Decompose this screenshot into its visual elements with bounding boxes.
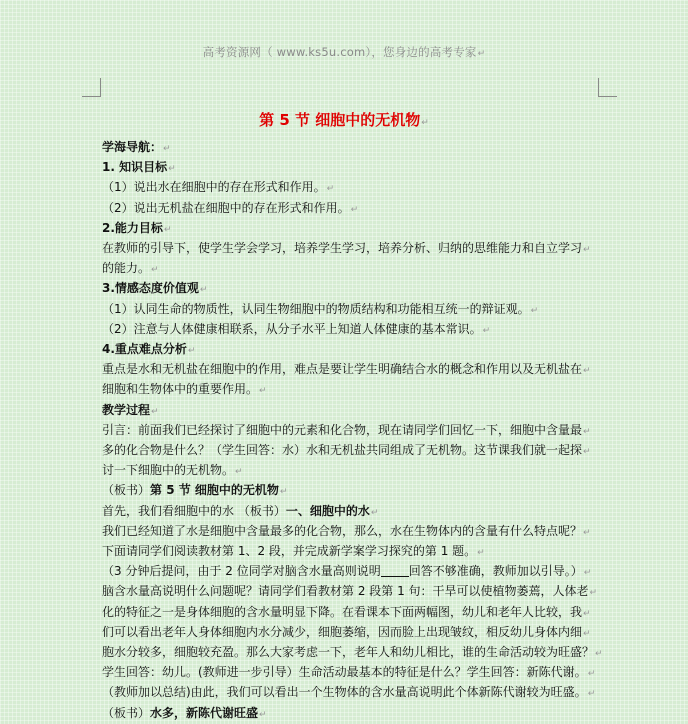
paragraph-mark-icon: ↵ bbox=[583, 245, 591, 256]
text-segment: 化的特征之一是身体细胞的含水量明显下降。在看课本下面两幅图，幼儿和老年人比较，我 bbox=[102, 604, 583, 619]
text-segment: 回答不够准确，教师加以引导。） bbox=[408, 564, 583, 579]
text-segment: 我们已经知道了水是细胞中含量最多的化合物，那么，水在生物体内的含量有什么特点呢？ bbox=[102, 523, 583, 538]
text-segment: （2）注意与人体健康相联系，从分子水平上知道人体健康的基本常识。 bbox=[102, 321, 482, 336]
text-segment: （1）认同生命的物质性，认同生物细胞中的物质结构和功能相互统一的辩证观。 bbox=[102, 301, 530, 316]
page-header bbox=[0, 44, 688, 60]
paragraph-mark-icon: ↵ bbox=[151, 406, 159, 417]
text-segment: 细胞和生物体中的重要作用。 bbox=[102, 382, 259, 397]
text-line bbox=[102, 300, 608, 320]
text-segment: 首先，我们看细胞中的水 （板书） bbox=[102, 503, 286, 518]
text-segment: （板书） bbox=[102, 483, 151, 498]
text-segment: 3.情感态度价值观 bbox=[102, 281, 199, 296]
paragraph-mark-icon: ↵ bbox=[235, 467, 243, 478]
paragraph-mark-icon: ↵ bbox=[163, 144, 171, 154]
paragraph-mark-icon: ↵ bbox=[595, 649, 603, 660]
paragraph-mark-icon: ↵ bbox=[151, 265, 159, 276]
text-segment: 重点是水和无机盐在细胞中的作用，难点是要让学生明确结合水的概念和作用以及无机盐在 bbox=[102, 362, 583, 377]
text-line bbox=[102, 219, 608, 239]
text-line bbox=[102, 178, 608, 198]
text-line bbox=[102, 340, 608, 360]
paragraph-mark-icon: ↵ bbox=[589, 588, 598, 599]
paragraph-mark-icon: ↵ bbox=[477, 49, 486, 59]
margin-corner-right bbox=[598, 78, 617, 97]
title-text: 第 5 节 细胞中的无机物 bbox=[259, 111, 421, 129]
paragraph-mark-icon: ↵ bbox=[168, 164, 176, 175]
text-line bbox=[102, 421, 608, 441]
text-segment: （3 分钟后提问，由于 2 位同学对脑含水量高则说明 bbox=[102, 564, 381, 579]
paragraph-mark-icon: ↵ bbox=[583, 447, 591, 458]
text-line bbox=[102, 522, 608, 542]
text-line bbox=[102, 360, 608, 380]
text-segment: 下面请同学们阅读教材第 1、2 段，并完成新学案学习探究的第 1 题。 bbox=[102, 544, 477, 559]
paragraph-mark-icon: ↵ bbox=[370, 507, 379, 518]
text-segment: （1）说出水在细胞中的存在形式和作用。 bbox=[102, 180, 326, 195]
document-body bbox=[102, 138, 608, 724]
text-segment: 在教师的引导下，使学生学会学习，培养学生学习，培养分析、归纳的思维能力和自立学习 bbox=[102, 241, 583, 256]
text-line bbox=[102, 704, 608, 724]
text-line bbox=[102, 502, 608, 522]
text-segment: 4.重点难点分析 bbox=[102, 342, 187, 357]
text-line bbox=[102, 643, 608, 663]
text-line bbox=[102, 138, 608, 158]
text-line bbox=[102, 199, 608, 219]
text-segment: （板书） bbox=[102, 705, 151, 720]
text-segment: 的能力。 bbox=[102, 261, 151, 276]
paragraph-mark-icon: ↵ bbox=[279, 487, 288, 498]
text-segment: 们可以看出老年人身体细胞内水分减少，细胞萎缩，因而脸上出现皱纹，相反幼儿身体内细 bbox=[102, 624, 583, 639]
text-line bbox=[102, 441, 608, 461]
text-line bbox=[102, 683, 608, 703]
text-line bbox=[102, 663, 608, 683]
paragraph-mark-icon: ↵ bbox=[587, 689, 596, 700]
text-line bbox=[102, 582, 608, 602]
text-segment: 第 5 节 细胞中的无机物 bbox=[150, 483, 279, 498]
text-line bbox=[102, 401, 608, 421]
text-line bbox=[102, 562, 608, 582]
paragraph-mark-icon: ↵ bbox=[477, 548, 485, 559]
text-segment: 教学过程 bbox=[102, 402, 151, 417]
paragraph-mark-icon: ↵ bbox=[583, 366, 591, 377]
text-line bbox=[102, 320, 608, 340]
text-line bbox=[102, 158, 608, 178]
paragraph-mark-icon: ↵ bbox=[163, 224, 172, 235]
text-segment: （2）说出无机盐在细胞中的存在形式和作用。 bbox=[102, 200, 350, 215]
paragraph-mark-icon: ↵ bbox=[259, 386, 267, 397]
paragraph-mark-icon: ↵ bbox=[587, 669, 596, 680]
paragraph-mark-icon: ↵ bbox=[326, 184, 335, 195]
text-segment: 脑含水量高说明什么问题呢？请同学们看教材第 2 段第 1 句：干旱可以使植物萎蔫，人体老 bbox=[102, 584, 589, 599]
paragraph-mark-icon: ↵ bbox=[259, 709, 267, 720]
text-segment: 学生回答：幼儿。(教师进一步引导）生命活动最基本的特征是什么？学生回答：新陈代谢。 bbox=[102, 665, 587, 680]
text-segment: 1. 知识目标 bbox=[102, 160, 168, 175]
text-segment: 讨一下细胞中的无机物。 bbox=[102, 463, 235, 478]
text-segment: 胞水分较多，细胞较充盈。那么大家考虑一下，老年人和幼儿相比，谁的生命活动较为旺盛？ bbox=[102, 645, 595, 660]
text-segment: 2.能力目标 bbox=[102, 220, 163, 235]
paragraph-mark-icon: ↵ bbox=[530, 305, 539, 316]
text-line bbox=[102, 279, 608, 299]
paragraph-mark-icon: ↵ bbox=[350, 204, 359, 215]
text-line bbox=[102, 542, 608, 562]
document-title bbox=[0, 109, 688, 130]
paragraph-mark-icon: ↵ bbox=[583, 527, 591, 538]
paragraph-mark-icon: ↵ bbox=[583, 608, 591, 619]
text-line bbox=[102, 380, 608, 400]
fill-in-blank bbox=[381, 564, 409, 577]
margin-corner-left bbox=[82, 78, 101, 97]
text-line bbox=[102, 603, 608, 623]
text-segment: （教师加以总结)由此，我们可以看出一个生物体的含水量高说明此个体新陈代谢较为旺盛。 bbox=[102, 685, 587, 700]
text-segment: 一、细胞中的水 bbox=[285, 503, 370, 518]
text-line bbox=[102, 259, 608, 279]
paragraph-mark-icon: ↵ bbox=[583, 568, 592, 579]
paragraph-mark-icon: ↵ bbox=[421, 118, 429, 128]
text-segment: 多的化合物是什么？（学生回答：水）水和无机盐共同组成了无机物。这节课我们就一起探 bbox=[102, 443, 583, 458]
paragraph-mark-icon: ↵ bbox=[187, 346, 196, 357]
text-segment: 引言：前面我们已经探讨了细胞中的元素和化合物，现在请同学们回忆一下，细胞中含量最 bbox=[102, 422, 583, 437]
text-segment: 学海导航： bbox=[102, 140, 163, 154]
paragraph-mark-icon: ↵ bbox=[583, 628, 591, 639]
text-line bbox=[102, 481, 608, 501]
text-segment: 水多，新陈代谢旺盛 bbox=[150, 705, 259, 720]
paragraph-mark-icon: ↵ bbox=[199, 285, 208, 296]
header-text: 高考资源网（ www.ks5u.com），您身边的高考专家 bbox=[202, 45, 477, 59]
text-line bbox=[102, 461, 608, 481]
paragraph-mark-icon: ↵ bbox=[482, 325, 491, 336]
paragraph-mark-icon: ↵ bbox=[583, 426, 591, 437]
text-line bbox=[102, 623, 608, 643]
text-line bbox=[102, 239, 608, 259]
